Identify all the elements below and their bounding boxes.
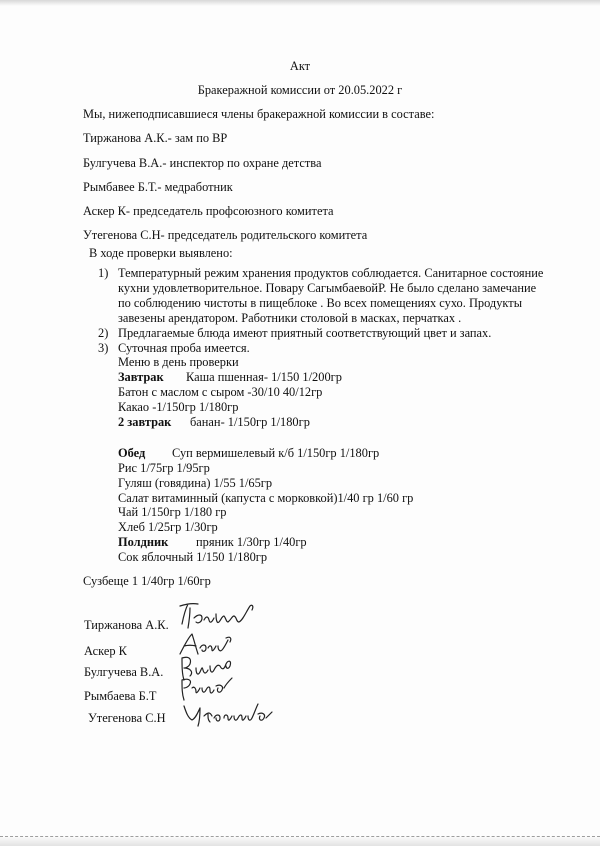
findings-heading: В ходе проверки выявлено:: [89, 246, 233, 260]
menu-line: Хлеб 1/25гр 1/30гр: [118, 520, 218, 534]
item-3-text: Суточная проба имеется.: [118, 341, 250, 355]
scan-edge-bottom: [0, 836, 600, 846]
scan-edge-top: [0, 0, 600, 6]
signature-name: Аскер К: [84, 644, 127, 658]
menu-line: Батон с маслом с сыром -30/10 40/12гр: [118, 385, 323, 399]
document-title: Акт: [289, 59, 311, 73]
item-1-line: завезены арендатором. Работники столовой в масках, перчатках .: [118, 311, 462, 325]
item-number: 1): [98, 266, 109, 280]
member-line: Рымбавее Б.Т.- медработник: [83, 180, 233, 194]
signature-name: Рымбаева Б.Т: [84, 689, 157, 703]
signature-name: Тиржанова А.К.: [84, 618, 169, 632]
item-number: 3): [98, 341, 109, 355]
item-1-line: Температурный режим хранения продуктов соблюдается. Санитарное состояние: [118, 266, 544, 280]
signature-5-image: [180, 700, 276, 730]
menu-line: пряник 1/30гр 1/40гр: [196, 535, 307, 549]
menu-line: Сок яблочный 1/150 1/180гр: [118, 550, 268, 564]
menu-line: Чай 1/150гр 1/180 гр: [118, 505, 227, 519]
member-line: Аскер К- председатель профсоюзного комитета: [83, 204, 334, 218]
menu-line: Гуляш (говядина) 1/55 1/65гр: [118, 476, 273, 490]
intro-text: Мы, нижеподписавшиеся члены бракеражной комиссии в составе:: [83, 107, 435, 121]
menu-heading: Меню в день проверки: [118, 355, 239, 369]
lunch-label: Обед: [118, 446, 146, 460]
signature-1-image: [176, 600, 258, 634]
signature-name: Булгучева В.А.: [84, 665, 164, 679]
item-1-line: по соблюдению чистоты в пищеблоке . Во всех помещениях сухо. Продукты: [118, 296, 523, 310]
breakfast-label: Завтрак: [118, 370, 164, 384]
member-line: Утегенова С.Н- председатель родительского комитета: [83, 228, 368, 242]
menu-line: Какао -1/150гр 1/180гр: [118, 400, 239, 414]
member-line: Булгучева В.А.- инспектор по охране детства: [83, 156, 322, 170]
signature-4-image: [176, 674, 240, 702]
item-1-line: кухни удовлетворительное. Повару СагымбаевойР. Не было сделано замечание: [118, 281, 537, 295]
menu-line: Суп вермишелевый к/б 1/150гр 1/180гр: [172, 446, 380, 460]
menu-line: Каша пшенная- 1/150 1/200гр: [186, 370, 342, 384]
suzbeshe-line: Сузбеще 1 1/40гр 1/60гр: [83, 574, 211, 588]
member-line: Тиржанова А.К.- зам по ВР: [83, 131, 228, 145]
item-2-text: Предлагаемые блюда имеют приятный соответствующий цвет и запах.: [118, 326, 492, 340]
item-number: 2): [98, 326, 109, 340]
second-breakfast-label: 2 завтрак: [118, 415, 172, 429]
signature-name: Утегенова С.Н: [88, 711, 166, 725]
menu-line: Салат витаминный (капуста с морковкой)1/40 гр 1/60 гр: [118, 491, 414, 505]
document-subtitle: Бракеражной комиссии от 20.05.2022 г: [197, 83, 403, 97]
menu-line: Рис 1/75гр 1/95гр: [118, 461, 210, 475]
snack-label: Полдник: [118, 535, 169, 549]
menu-line: банан- 1/150гр 1/180гр: [190, 415, 310, 429]
